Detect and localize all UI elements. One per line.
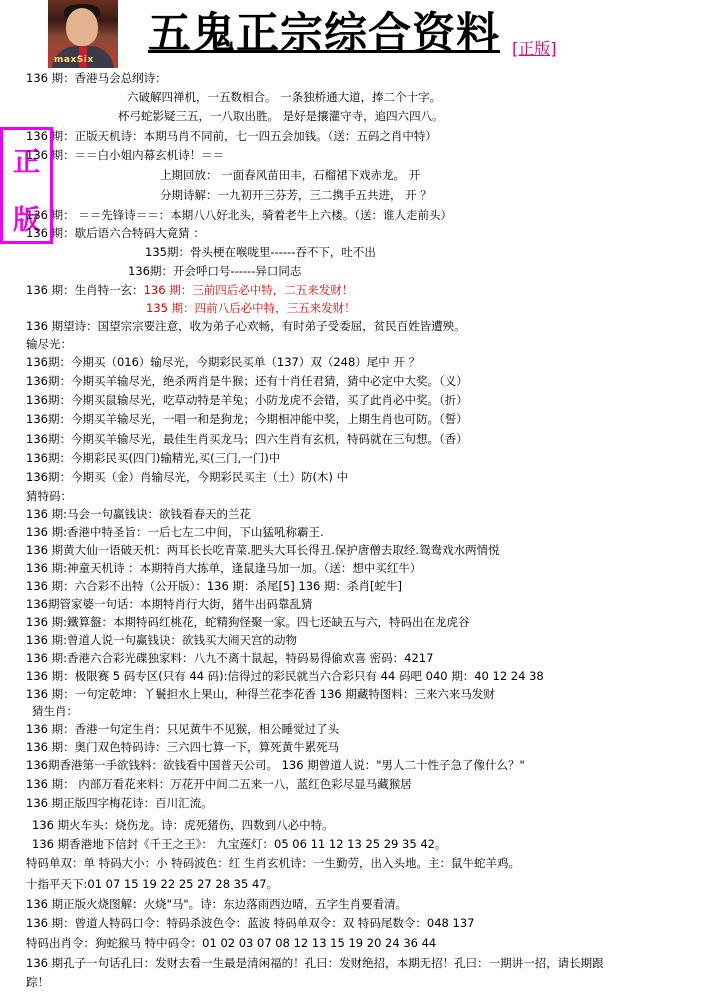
avatar: [48, 0, 118, 68]
text-line: 136 期：歇后语六合特码大竟猜 ：: [26, 226, 205, 240]
avatar-watermark: maxSix: [54, 55, 94, 65]
text-line: 136 期:香港中特圣旨：一后七左二中间，下山猛吼称霸王.: [26, 525, 324, 539]
text-line: 136 期:鐵算盤：本期特码红桃花，蛇精狗怪聚一家。四七还缺五与六，特码出在龙虎谷: [26, 615, 470, 629]
text-line: 136期：今期买鼠输尽光，吃草动特是羊兔；小防龙虎不会错，买了此肖必中奖。（折）: [26, 393, 468, 407]
text-line: 136 期火车头：烧伤龙。诗：虎死猪伤，四数到八必中特。: [32, 818, 334, 832]
text-line: 136期香港第一手欲钱料：欲钱看中国普天公司。 136 期曾道人说："男人二十性子急了像什么？": [26, 758, 525, 772]
text-line: 136 期：正版天机诗：本期马肖不同前，七一四五会加钱。（送：五码之肖中特）: [26, 129, 437, 143]
text-line: 136 期:曾道人说一句赢钱诀：欲钱买大闹天宫的动物: [26, 633, 297, 647]
text-line: 136 期：奥门双色特码诗：三六四七算一下，算死黄牛累死马: [26, 740, 340, 754]
text-line: 136期：今期彩民买(四门)输精光,买(三门,一门)中: [26, 451, 281, 465]
text-line: 136 期正版四字梅花诗：百川汇流。: [26, 796, 213, 810]
highlight-text: 136 期：三前四后必中特，二五来发财！: [143, 283, 354, 297]
text-line: [26, 283, 353, 298]
text-line: 六破解四禅机，一五数相合。 一条独桥通大道，捧二个十字。: [127, 90, 442, 104]
text-line: 136 期:香港六合彩光碟独家料：八九不离十鼠起，特码易得偷欢喜 密码：4217: [26, 651, 434, 665]
page-title: 五鬼正宗综合资料: [148, 9, 500, 59]
text-line: 136 期：一句定乾坤：丫鬟担水上果山，种得兰花李花香 136 期藏特图料：三来六来马发财: [26, 687, 495, 701]
avatar-face: [66, 8, 98, 46]
stamp-char-2: 版: [13, 205, 40, 236]
text-line: 136 期：香港马会总纲诗：: [26, 71, 167, 85]
text-line: 猜生肖：: [32, 704, 78, 718]
highlight-text: 135 期：四前八后必中特，三五来发财！: [146, 301, 356, 315]
stamp-char-1: 正: [13, 147, 40, 178]
text-line: 136 期正版火烧图解：火烧"马"。诗：东边落雨西边晴，五字生肖要看清。: [26, 897, 408, 911]
text-line: 136 期： ＝＝先锋诗＝＝：本期八八好北头，骑着老牛上六楼。（送：谁人走前头）: [26, 208, 453, 222]
text-line: 杯弓蛇影疑三五，一八取出胜。 是好是攘灌守寺，追四六四八。: [118, 109, 444, 123]
text-line: 136期：今期买（金）肖输尽光，今期彩民买主（土）防(木) 中: [26, 470, 349, 484]
text-line: 136 期：＝＝白小姐内幕玄机诗！＝＝: [26, 148, 225, 162]
text-line: 136 期:马会一句赢钱诀：欲钱看春天的兰花: [26, 507, 251, 521]
text-line: 136 期黄大仙一语破天机：两耳长长吃青菜.肥头大耳长得丑.保护唐僧去取经.鸳鸯戏水两情悦: [26, 543, 500, 557]
text-line: 136 期孔子一句话孔曰：发财去看一生最是清闲福的！孔曰：发财绝招，本期无招！孔曰：一期讲一招，请长期跟: [26, 956, 604, 970]
text-line: 136期：今期买（016）输尽光，今期彩民买单（137）双（248）尾中 开 ？: [26, 355, 421, 369]
text-line: 136 期：香港一句定生肖：只见黄牛不见猴，相公睡觉过了头: [26, 722, 340, 736]
text-line: 分期诗解：一九初开三芬芳，三二携手五共进， 开 ？: [160, 188, 432, 202]
official-badge[interactable]: [正版]: [512, 39, 557, 58]
text-line: 136期：今期买羊输尽光，一唱一和是狗龙；今期相冲能中奖，上期生肖也可防。（誓）: [26, 412, 468, 426]
text-line: 猜特码：: [26, 489, 72, 503]
text-line: 136 期：六合彩不出特（公开版）：136 期：杀尾[5] 136 期：杀肖[蛇牛]: [26, 579, 402, 593]
text-line: 136期：今期买羊输尽光，最佳生肖买龙马；四六生肖有玄机，特码就在三句想。（香）: [26, 432, 468, 446]
text-line: 136 期： 内部万看花来料：万花开中间二五来一八，蓝红色彩尽显马藏猴居: [26, 777, 412, 791]
text-line: 136 期香港地下信封《千王之王》： 九宝莲灯：05 06 11 12 13 25 29 35 42。: [32, 837, 447, 851]
text-line: 136期管家婆一句话：本期特肖行大街，猪牛出码靠乱猜: [26, 597, 313, 611]
text-line: 136 期望诗：国望宗宗要注意，收为弟子心欢畅，有时弟子受委屈，贫民百姓皆遭殃。: [26, 319, 466, 333]
text-line: 十指平天下:01 07 15 19 22 25 27 28 35 47。: [26, 877, 279, 891]
text-line: 136期：今期买羊输尽光，绝杀两肖是牛猴；还有十肖任君猜，猜中必定中大奖。（义）: [26, 374, 468, 388]
text-line: 特码单双：单 特码大小：小 特码波色：红 生肖玄机诗：一生勤劳，出入头地。主：鼠牛蛇羊鸡。: [26, 856, 520, 870]
text-line: 136 期：极限赛 5 码专区(只有 44 码):信得过的彩民就当六合彩只有 44 码吧 040 期：40 12 24 38: [26, 669, 544, 683]
text-line: 136 期：曾道人特码口令：特码杀波色令：蓝波 特码单双令：双 特码尾数令：048 137: [26, 916, 475, 930]
text-line: 特码出肖令：狗蛇猴马 特中码令：01 02 03 07 08 12 13 15 19 20 24 36 44: [26, 936, 437, 950]
text-line: 136 期:神童天机诗 ：本期特肖大拣单，逢鼠逢马加一加。（送：想中买红牛）: [26, 561, 422, 575]
text-line: 踪！: [26, 975, 49, 989]
text-line: 136期：开会呼口号------异口同志: [128, 264, 302, 278]
text-line: 上期回放： 一面春风苗田丰，石榴裙下戏赤龙。 开: [160, 168, 421, 182]
text-line: 135期：骨头梗在喉咙里------吞不下，吐不出: [145, 245, 376, 259]
text-segment: 136 期：生肖特一玄：: [26, 283, 144, 297]
text-line: 输尽光：: [26, 337, 72, 351]
